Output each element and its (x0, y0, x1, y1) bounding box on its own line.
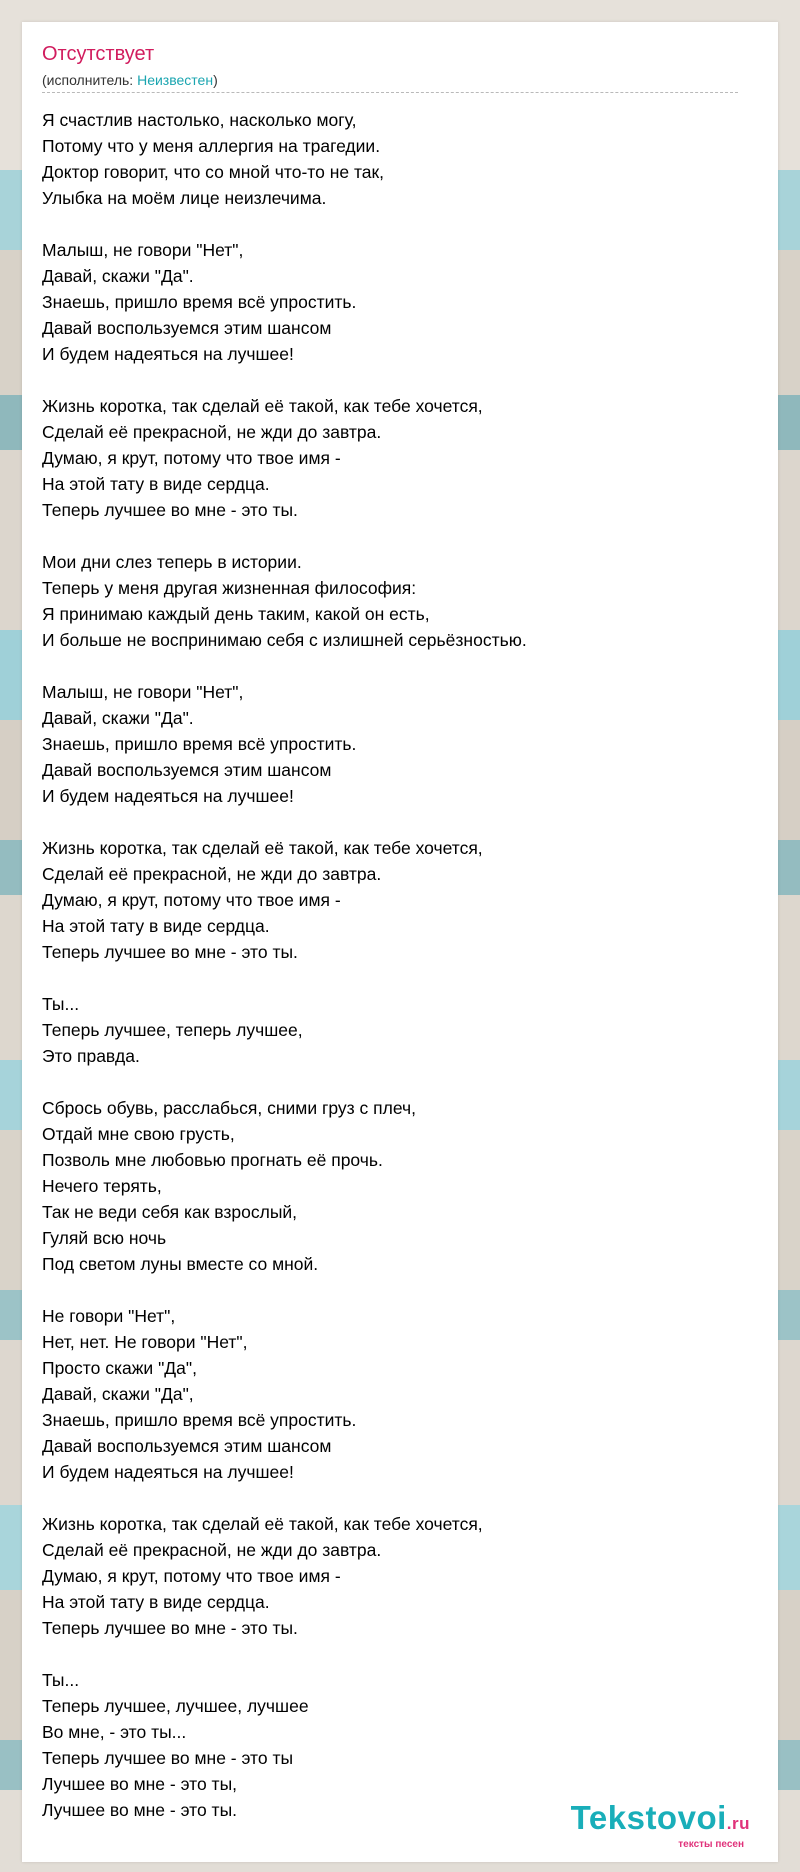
lyric-line: Давай воспользуемся этим шансом (42, 318, 332, 338)
lyrics-body (42, 107, 742, 1849)
logo-tld: .ru (726, 1814, 750, 1833)
lyric-line: Теперь лучшее, лучшее, лучшее (42, 1696, 309, 1716)
lyric-line: Мои дни слез теперь в истории. (42, 552, 302, 572)
lyric-line: Так не веди себя как взрослый, (42, 1202, 298, 1222)
lyric-line: Сделай её прекрасной, не жди до завтра. (42, 1540, 382, 1560)
lyric-line: Жизнь коротка, так сделай её такой, как тебе хочется, (42, 1514, 483, 1534)
artist-prefix: (исполнитель: (42, 72, 138, 88)
artist-link[interactable]: Неизвестен (137, 72, 214, 88)
lyric-line: Не говори "Нет", (42, 1306, 176, 1326)
artist-suffix: ) (213, 72, 218, 88)
tekstovoi-logo[interactable] (571, 1801, 750, 1850)
logo-wordmark (571, 1801, 750, 1841)
lyric-line: Знаешь, пришло время всё упростить. (42, 1410, 357, 1430)
lyric-line: Теперь лучшее, теперь лучшее, (42, 1020, 303, 1040)
lyric-line: Ты... (42, 994, 80, 1014)
lyric-line: Просто скажи "Да", (42, 1358, 197, 1378)
lyric-line: Сделай её прекрасной, не жди до завтра. (42, 422, 382, 442)
lyric-line: Жизнь коротка, так сделай её такой, как тебе хочется, (42, 838, 483, 858)
lyric-line: На этой тату в виде сердца. (42, 1592, 270, 1612)
stanza (42, 1511, 742, 1641)
stanza (42, 393, 742, 523)
lyric-line: Думаю, я крут, потому что твое имя - (42, 890, 341, 910)
lyric-line: Давай воспользуемся этим шансом (42, 760, 332, 780)
logo-tagline: тексты песен (678, 1839, 744, 1850)
lyric-line: Сделай её прекрасной, не жди до завтра. (42, 864, 382, 884)
lyric-line: Я принимаю каждый день таким, какой он есть, (42, 604, 430, 624)
lyric-line: Теперь у меня другая жизненная философия: (42, 578, 417, 598)
stanza (42, 835, 742, 965)
lyric-line: Сбрось обувь, расслабься, сними груз с плеч, (42, 1098, 416, 1118)
lyric-line: Жизнь коротка, так сделай её такой, как тебе хочется, (42, 396, 483, 416)
stanza (42, 107, 742, 211)
lyric-line: Давай, скажи "Да". (42, 708, 194, 728)
stanza (42, 1095, 742, 1277)
lyric-line: Позволь мне любовью прогнать её прочь. (42, 1150, 383, 1170)
lyric-line: Под светом луны вместе со мной. (42, 1254, 319, 1274)
lyric-line: И будем надеяться на лучшее! (42, 344, 294, 364)
lyric-line: Улыбка на моём лице неизлечима. (42, 188, 327, 208)
lyric-line: Гуляй всю ночь (42, 1228, 167, 1248)
lyric-line: Во мне, - это ты... (42, 1722, 187, 1742)
artist-line (42, 72, 218, 89)
song-title: Отсутствует (42, 43, 155, 65)
lyric-line: Отдай мне свою грусть, (42, 1124, 235, 1144)
lyrics-card (22, 22, 778, 1862)
lyric-line: Доктор говорит, что со мной что-то не так, (42, 162, 385, 182)
stanza (42, 1303, 742, 1485)
lyric-line: Нет, нет. Не говори "Нет", (42, 1332, 248, 1352)
stanza (42, 237, 742, 367)
lyric-line: Знаешь, пришло время всё упростить. (42, 734, 357, 754)
lyric-line: И больше не воспринимаю себя с излишней серьёзностью. (42, 630, 527, 650)
lyric-line: Теперь лучшее во мне - это ты. (42, 1618, 298, 1638)
lyric-line: Думаю, я крут, потому что твое имя - (42, 448, 341, 468)
lyric-line: Лучшее во мне - это ты. (42, 1800, 238, 1820)
title-divider (42, 92, 738, 93)
logo-name: Tekstovoi (570, 1799, 727, 1836)
lyric-line: Давай, скажи "Да", (42, 1384, 194, 1404)
stanza (42, 549, 742, 653)
lyric-line: И будем надеяться на лучшее! (42, 1462, 294, 1482)
lyric-line: Малыш, не говори "Нет", (42, 240, 244, 260)
lyric-line: Теперь лучшее во мне - это ты. (42, 500, 298, 520)
lyric-line: Это правда. (42, 1046, 140, 1066)
lyric-line: Я счастлив настолько, насколько могу, (42, 110, 357, 130)
lyric-line: Лучшее во мне - это ты, (42, 1774, 238, 1794)
lyric-line: Теперь лучшее во мне - это ты (42, 1748, 294, 1768)
lyric-line: Теперь лучшее во мне - это ты. (42, 942, 298, 962)
lyric-line: Ты... (42, 1670, 80, 1690)
lyric-line: Думаю, я крут, потому что твое имя - (42, 1566, 341, 1586)
stanza (42, 991, 742, 1069)
lyric-line: Малыш, не говори "Нет", (42, 682, 244, 702)
lyric-line: Давай, скажи "Да". (42, 266, 194, 286)
lyric-line: Давай воспользуемся этим шансом (42, 1436, 332, 1456)
lyric-line: Нечего терять, (42, 1176, 162, 1196)
lyric-line: На этой тату в виде сердца. (42, 916, 270, 936)
lyric-line: На этой тату в виде сердца. (42, 474, 270, 494)
lyric-line: Потому что у меня аллергия на трагедии. (42, 136, 381, 156)
stanza (42, 679, 742, 809)
lyric-line: И будем надеяться на лучшее! (42, 786, 294, 806)
lyric-line: Знаешь, пришло время всё упростить. (42, 292, 357, 312)
